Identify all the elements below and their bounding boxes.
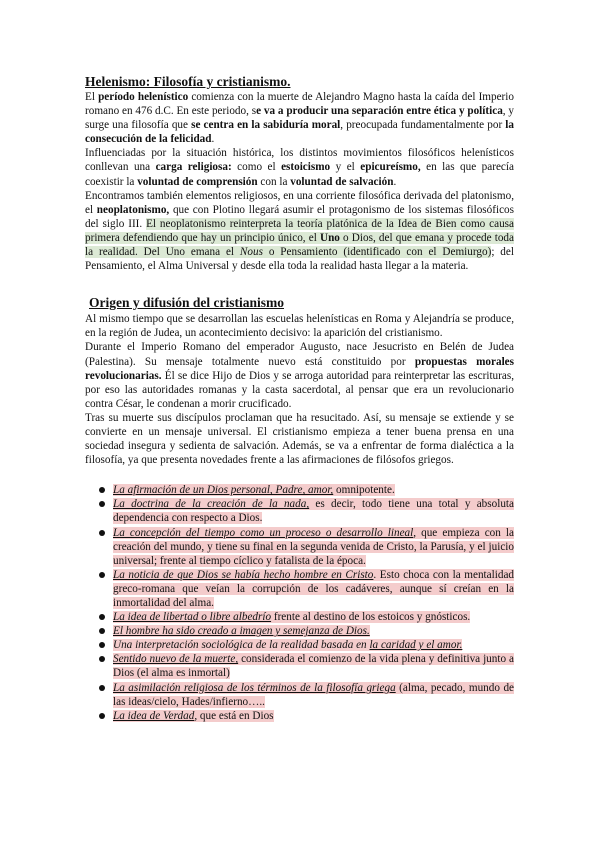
text-run: , y surge una filosofía que: [85, 105, 515, 132]
text-run: , que está en Dios: [194, 709, 274, 722]
text-run: en las que parecía coexistir la: [85, 161, 514, 188]
document-content: [85, 74, 514, 723]
bold-run: voluntad de comprensión: [137, 175, 258, 188]
italic-underlined-run: La idea de libertad o libre albedrío: [113, 611, 272, 624]
text-run: o Pensamiento (identificado con el Demiurgo): [262, 246, 492, 259]
pink-highlight: [113, 611, 470, 623]
pink-highlight: [113, 625, 370, 637]
text-run: es decir, todo tiene una total y absoluta dependencia con respecto a Dios.: [113, 498, 514, 525]
bullet-list: [85, 483, 514, 723]
text-run: omnipotente.: [333, 484, 395, 497]
pink-highlight: [113, 710, 274, 722]
page-title: Helenismo: Filosofía y cristianismo.: [85, 74, 291, 89]
green-highlight: [85, 218, 514, 258]
pink-highlight: [113, 653, 514, 679]
text-run: .: [393, 175, 397, 188]
italic-underlined-run: La noticia de que Dios se había hecho hombre en Cristo: [113, 568, 374, 581]
text-run: ; del Pensamiento, el Alma Universal y desde ella toda la realidad hasta llegar a la materia.: [85, 246, 514, 273]
text-run: frente al destino de los estoicos y gnósticos.: [271, 611, 471, 624]
list-item: [113, 681, 514, 709]
text-run: y el: [330, 161, 361, 174]
section-paragraph-3: Tras su muerte sus discípulos proclaman que ha resucitado. Así, su mensaje se extiende y se convierte en un mensaje universal. El cristianismo empieza a tener buena prensa en una sociedad insegura y sedienta de salvación. Además, se va a enfrentar de forma dialéctica a la filosofía, ya que presenta novedades frente a las afirmaciones de filósofos griegos.: [85, 411, 514, 467]
section-paragraph-2: [85, 340, 514, 410]
italic-underlined-run: Sentido nuevo de la muerte,: [113, 653, 239, 666]
bold-run: neoplatonismo,: [96, 203, 170, 216]
bold-run: Uno: [319, 231, 340, 244]
text-run: El: [85, 91, 99, 103]
italic-run: Una interpretación sociológica de la realidad basada en: [113, 639, 370, 652]
pink-highlight: [113, 484, 395, 496]
text-run: Él se dice Hijo de Dios y se arroga autoridad para reinterpretar las escrituras, por eso las autoridades romanas y la casta sacerdotal, al pensar que era un revolucionario contra César, le condenan a morir crucificado.: [85, 369, 514, 410]
text-run: como el: [231, 161, 282, 174]
pink-highlight: [113, 498, 514, 524]
text-run: Durante el Imperio Romano del emperador Augusto, nace Jesucristo en Belén de Judea (Palestina). Su mensaje totalmente nuevo está constituido por: [85, 341, 514, 368]
list-item: [113, 497, 514, 525]
text-run: que con Plotino llegará asumir el protagonismo de los sistemas filosóficos del siglo III.: [85, 203, 514, 230]
intro-paragraph-2: [85, 146, 514, 188]
text-run: Encontramos también elementos religiosos, en una corriente filosófica derivada del platonismo, el: [85, 189, 514, 216]
list-item: [113, 568, 514, 610]
italic-underlined-run: La doctrina de la creación de la nada,: [113, 498, 310, 511]
list-item: [113, 652, 514, 680]
text-run: .: [211, 133, 215, 146]
pink-highlight: [113, 569, 514, 609]
text-run: , que empieza con la creación del mundo, y tiene su final en la segunda venida de Cristo, la Parusía, y el juicio universal; frente al tiempo cíclico y fatalista de la época.: [113, 526, 514, 567]
list-item: [113, 610, 514, 624]
pink-highlight: [113, 639, 462, 651]
list-item: [113, 624, 514, 638]
intro-paragraph-3: [85, 189, 514, 274]
bold-run: e va a producir una separación entre ética y política: [256, 105, 503, 118]
intro-paragraph-1: [85, 90, 514, 146]
italic-underlined-run: La concepción del tiempo como un proceso o desarrollo lineal: [113, 526, 414, 539]
text-run: o Dios, del que emana y procede toda la realidad. Del Uno emana el: [85, 231, 514, 259]
italic-underlined-run: El hombre ha sido creado a imagen y semejanza de Dios.: [113, 625, 370, 638]
list-item: [113, 526, 514, 568]
list-item: [113, 483, 514, 497]
section-title: Origen y difusión del cristianismo: [89, 295, 285, 311]
bold-run: período helenístico: [98, 91, 189, 103]
list-item: [113, 709, 514, 723]
bold-run: epicureísmo,: [360, 161, 421, 174]
text-run: considerada el comienzo de la vida plena y definitiva junto a Dios (el alma es inmortal): [113, 653, 514, 680]
italic-underlined-run: la caridad y el amor.: [369, 639, 463, 652]
italic-underlined-run: La asimilación religiosa de los términos de la filosofía griega: [113, 681, 396, 694]
bold-run: propuestas morales revolucionarias.: [85, 355, 514, 382]
bold-run: se centra en la sabiduría moral: [191, 119, 341, 132]
pink-highlight: [113, 682, 514, 708]
bold-run: carga religiosa:: [155, 161, 232, 174]
pink-highlight: [113, 527, 514, 567]
italic-underlined-run: La afirmación de un Dios personal, Padre, amor,: [113, 484, 334, 497]
text-run: comienza con la muerte de Alejandro Magno hasta la caída del Imperio romano en 476 d.C. En este periodo, s: [85, 91, 514, 118]
italic-underlined-run: La idea de Verdad: [113, 709, 195, 722]
section-paragraph-1: Al mismo tiempo que se desarrollan las escuelas helenísticas en Roma y Alejandría se produce, en la región de Judea, un acontecimiento decisivo: la aparición del cristianismo.: [85, 313, 514, 340]
bold-run: la consecución de la felicidad: [85, 119, 514, 146]
list-item: [113, 638, 514, 652]
text-run: con la: [257, 175, 291, 188]
text-run: (alma, pecado, mundo de las ideas/cielo, Hades/infierno…..: [113, 681, 515, 708]
bold-run: voluntad de salvación: [290, 175, 394, 188]
text-run: , preocupada fundamentalmente por: [340, 119, 506, 132]
italic-run: Nous: [239, 246, 263, 259]
text-run: El neoplatonismo reinterpreta la teoría platónica de la Idea de Bien como causa primera defendiendo que hay un principio único, el: [85, 217, 515, 244]
text-run: Influenciadas por la situación histórica, los distintos movimientos filosóficos helenísticos conllevan una: [85, 147, 514, 174]
text-run: . Esto choca con la mentalidad greco-romana que veían la corrupción de los cadáveres, aunque sí creían en la inmortalidad del alma.: [113, 568, 515, 609]
bold-run: estoicismo: [281, 161, 331, 174]
